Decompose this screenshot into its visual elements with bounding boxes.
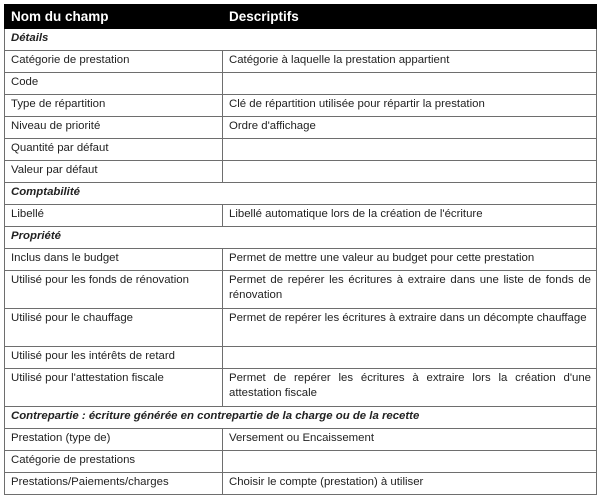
table-row — [5, 51, 597, 73]
field-description-cell: Catégorie à laquelle la prestation appartient — [223, 51, 597, 73]
field-name-cell: Prestation (type de) — [5, 429, 223, 451]
field-description-table — [4, 4, 597, 495]
field-name-cell: Prestations/Paiements/charges — [5, 473, 223, 495]
table-body — [5, 29, 597, 495]
field-description-cell: Versement ou Encaissement — [223, 429, 597, 451]
header-field-name: Nom du champ — [5, 5, 223, 29]
section-title: Comptabilité — [5, 183, 597, 205]
table-row — [5, 139, 597, 161]
document-page — [4, 4, 596, 495]
field-description-cell: Ordre d'affichage — [223, 117, 597, 139]
field-name-cell: Catégorie de prestation — [5, 51, 223, 73]
field-description-cell: Permet de repérer les écritures à extraire dans une liste de fonds de rénovation — [223, 271, 597, 309]
field-description-cell — [223, 139, 597, 161]
field-description-cell — [223, 73, 597, 95]
field-description-cell: Permet de repérer les écritures à extraire dans un décompte chauffage — [223, 309, 597, 347]
field-name-cell: Libellé — [5, 205, 223, 227]
field-name-cell: Utilisé pour le chauffage — [5, 309, 223, 347]
section-title: Contrepartie : écriture générée en contrepartie de la charge ou de la recette — [5, 407, 597, 429]
field-description-cell: Permet de mettre une valeur au budget pour cette prestation — [223, 249, 597, 271]
field-description-cell: Clé de répartition utilisée pour répartir la prestation — [223, 95, 597, 117]
field-description-cell: Choisir le compte (prestation) à utiliser — [223, 473, 597, 495]
section-row — [5, 29, 597, 51]
table-row — [5, 249, 597, 271]
field-description-cell — [223, 347, 597, 369]
table-row — [5, 347, 597, 369]
header-description: Descriptifs — [223, 5, 597, 29]
table-row — [5, 95, 597, 117]
section-title: Détails — [5, 29, 597, 51]
section-row — [5, 407, 597, 429]
table-row — [5, 73, 597, 95]
table-row — [5, 429, 597, 451]
table-header-row — [5, 5, 597, 29]
field-name-cell: Inclus dans le budget — [5, 249, 223, 271]
table-row — [5, 117, 597, 139]
table-row — [5, 369, 597, 407]
field-description-cell: Permet de repérer les écritures à extraire lors la création d'une attestation fiscale — [223, 369, 597, 407]
field-description-cell — [223, 451, 597, 473]
field-name-cell: Utilisé pour l'attestation fiscale — [5, 369, 223, 407]
table-row — [5, 161, 597, 183]
field-name-cell: Utilisé pour les fonds de rénovation — [5, 271, 223, 309]
table-row — [5, 205, 597, 227]
field-name-cell: Valeur par défaut — [5, 161, 223, 183]
field-description-cell — [223, 161, 597, 183]
field-name-cell: Niveau de priorité — [5, 117, 223, 139]
field-name-cell: Code — [5, 73, 223, 95]
field-name-cell: Utilisé pour les intérêts de retard — [5, 347, 223, 369]
table-row — [5, 473, 597, 495]
field-name-cell: Catégorie de prestations — [5, 451, 223, 473]
table-row — [5, 309, 597, 347]
field-name-cell: Type de répartition — [5, 95, 223, 117]
section-row — [5, 183, 597, 205]
field-name-cell: Quantité par défaut — [5, 139, 223, 161]
field-description-cell: Libellé automatique lors de la création de l'écriture — [223, 205, 597, 227]
section-row — [5, 227, 597, 249]
table-row — [5, 451, 597, 473]
table-row — [5, 271, 597, 309]
section-title: Propriété — [5, 227, 597, 249]
